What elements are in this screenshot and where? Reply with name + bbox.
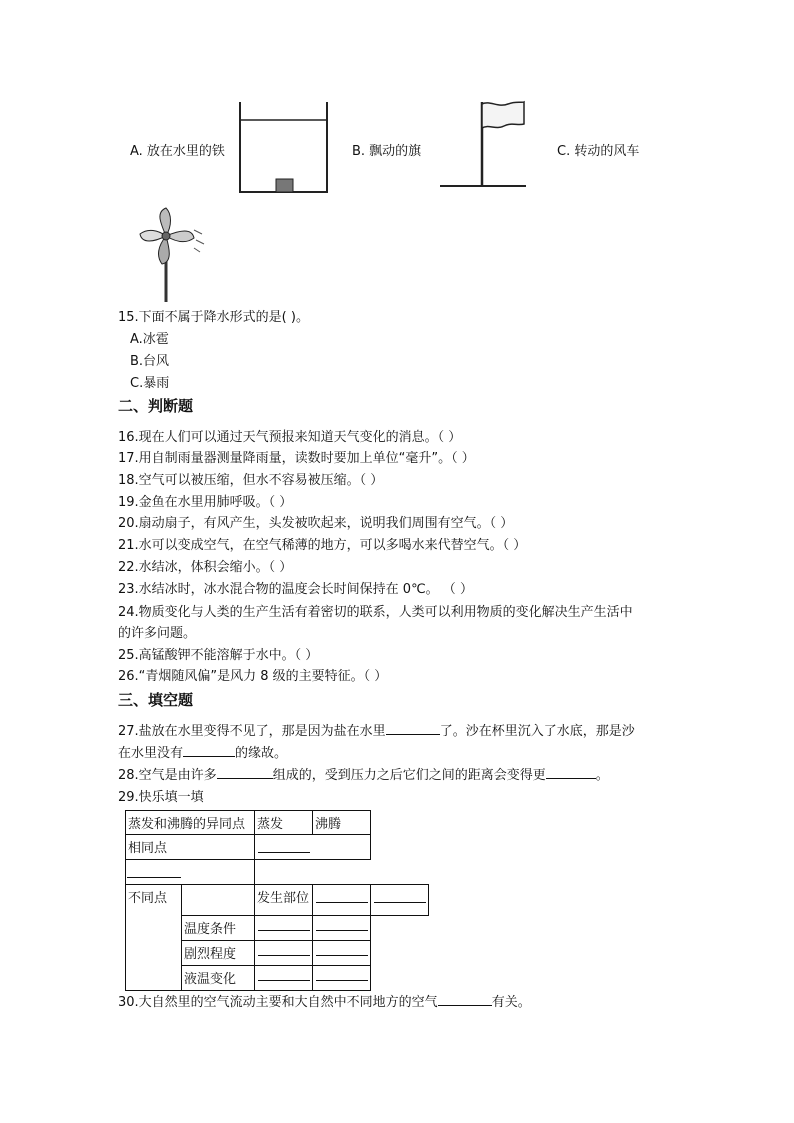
table-same-blank[interactable] bbox=[258, 842, 310, 853]
figure-b-label: B. 飘动的旗 bbox=[352, 144, 422, 159]
judge-item: 25.高锰酸钾不能溶解于水中。（ ） bbox=[118, 648, 319, 663]
flag-icon bbox=[482, 102, 524, 128]
q30-blank[interactable] bbox=[438, 993, 492, 1006]
judge-item: 21.水可以变成空气，在空气稀薄的地方，可以多喝水来代替空气。（ ） bbox=[118, 538, 527, 553]
judge-item: 16.现在人们可以通过天气预报来知道天气变化的消息。（ ） bbox=[118, 430, 462, 445]
question-15-option-a: A.冰雹 bbox=[130, 332, 169, 347]
table-blank[interactable] bbox=[316, 892, 368, 903]
table-row-label: 发生部位 bbox=[254, 884, 313, 916]
q28-blank-1[interactable] bbox=[217, 766, 273, 779]
beaker-illustration bbox=[236, 100, 331, 196]
judge-item: 24.物质变化与人类的生产生活有着密切的联系，人类可以利用物质的变化解决生产生活中 bbox=[118, 605, 633, 620]
figure-c-label: C. 转动的风车 bbox=[557, 144, 640, 159]
question-28 bbox=[118, 766, 609, 786]
question-27-line2 bbox=[118, 744, 287, 764]
table-empty-cell bbox=[181, 884, 255, 916]
judge-item: 26.“青烟随风偏”是风力 8 级的主要特征。（ ） bbox=[118, 669, 388, 684]
q30-text-1: 30.大自然里的空气流动主要和大自然中不同地方的空气 bbox=[118, 995, 438, 1010]
figure-a-label: A. 放在水里的铁 bbox=[130, 144, 225, 159]
judge-item: 18.空气可以被压缩，但水不容易被压缩。（ ） bbox=[118, 473, 384, 488]
flag-illustration bbox=[438, 98, 528, 196]
table-row-label: 液温变化 bbox=[181, 965, 255, 991]
question-29-title: 29.快乐填一填 bbox=[118, 790, 204, 805]
q27-blank-1[interactable] bbox=[386, 722, 440, 735]
judge-item: 20.扇动扇子，有风产生，头发被吹起来，说明我们周围有空气。（ ） bbox=[118, 516, 514, 531]
judge-item: 23.水结冰时，冰水混合物的温度会长时间保持在 0℃。 （ ） bbox=[118, 582, 473, 597]
table-header-evap: 蒸发 bbox=[254, 810, 313, 835]
iron-block-icon bbox=[276, 179, 293, 192]
question-15-option-b: B.台风 bbox=[130, 354, 170, 369]
q27-text-4: 的缘故。 bbox=[235, 746, 288, 761]
question-27-line1 bbox=[118, 722, 635, 742]
pinwheel-illustration bbox=[136, 204, 206, 304]
q28-text-1: 28.空气是由许多 bbox=[118, 768, 217, 783]
question-15-option-c: C.暴雨 bbox=[130, 376, 170, 391]
table-blank[interactable] bbox=[258, 970, 310, 981]
judge-item: 22.水结冰，体积会缩小。（ ） bbox=[118, 560, 293, 575]
table-blank[interactable] bbox=[316, 970, 368, 981]
q28-text-2: 组成的，受到压力之后它们之间的距离会变得更 bbox=[272, 768, 546, 783]
table-extra-blank[interactable] bbox=[127, 867, 181, 878]
q27-blank-2[interactable] bbox=[183, 744, 235, 757]
q27-text-3: 在水里没有 bbox=[118, 746, 184, 761]
question-30 bbox=[118, 993, 531, 1013]
section-3-heading: 三、填空题 bbox=[118, 691, 194, 709]
table-blank[interactable] bbox=[316, 920, 368, 931]
table-row-label: 剧烈程度 bbox=[181, 940, 255, 966]
judge-item: 17.用自制雨量器测量降雨量，读数时要加上单位“毫升”。（ ） bbox=[118, 451, 475, 466]
section-2-heading: 二、判断题 bbox=[118, 397, 194, 415]
q28-text-3: 。 bbox=[595, 768, 609, 783]
judge-item: 的许多问题。 bbox=[118, 626, 197, 641]
table-row-label: 温度条件 bbox=[181, 915, 255, 941]
table-blank[interactable] bbox=[258, 945, 310, 956]
table-diff-label: 不同点 bbox=[125, 884, 182, 991]
q30-text-2: 有关。 bbox=[491, 995, 531, 1010]
table-header-boil: 沸腾 bbox=[312, 810, 371, 835]
table-same-label: 相同点 bbox=[125, 834, 255, 860]
judge-item: 19.金鱼在水里用肺呼吸。（ ） bbox=[118, 495, 293, 510]
table-blank[interactable] bbox=[316, 945, 368, 956]
q27-text-2: 了。沙在杯里沉入了水底，那是沙 bbox=[439, 724, 635, 739]
table-header-main: 蒸发和沸腾的异同点 bbox=[125, 810, 255, 835]
table-blank[interactable] bbox=[258, 920, 310, 931]
table-blank[interactable] bbox=[374, 892, 426, 903]
question-15-stem: 15.下面不属于降水形式的是( )。 bbox=[118, 310, 309, 325]
q28-blank-2[interactable] bbox=[546, 766, 596, 779]
pinwheel-icon bbox=[140, 208, 204, 264]
q27-text-1: 27.盐放在水里变得不见了，那是因为盐在水里 bbox=[118, 724, 386, 739]
